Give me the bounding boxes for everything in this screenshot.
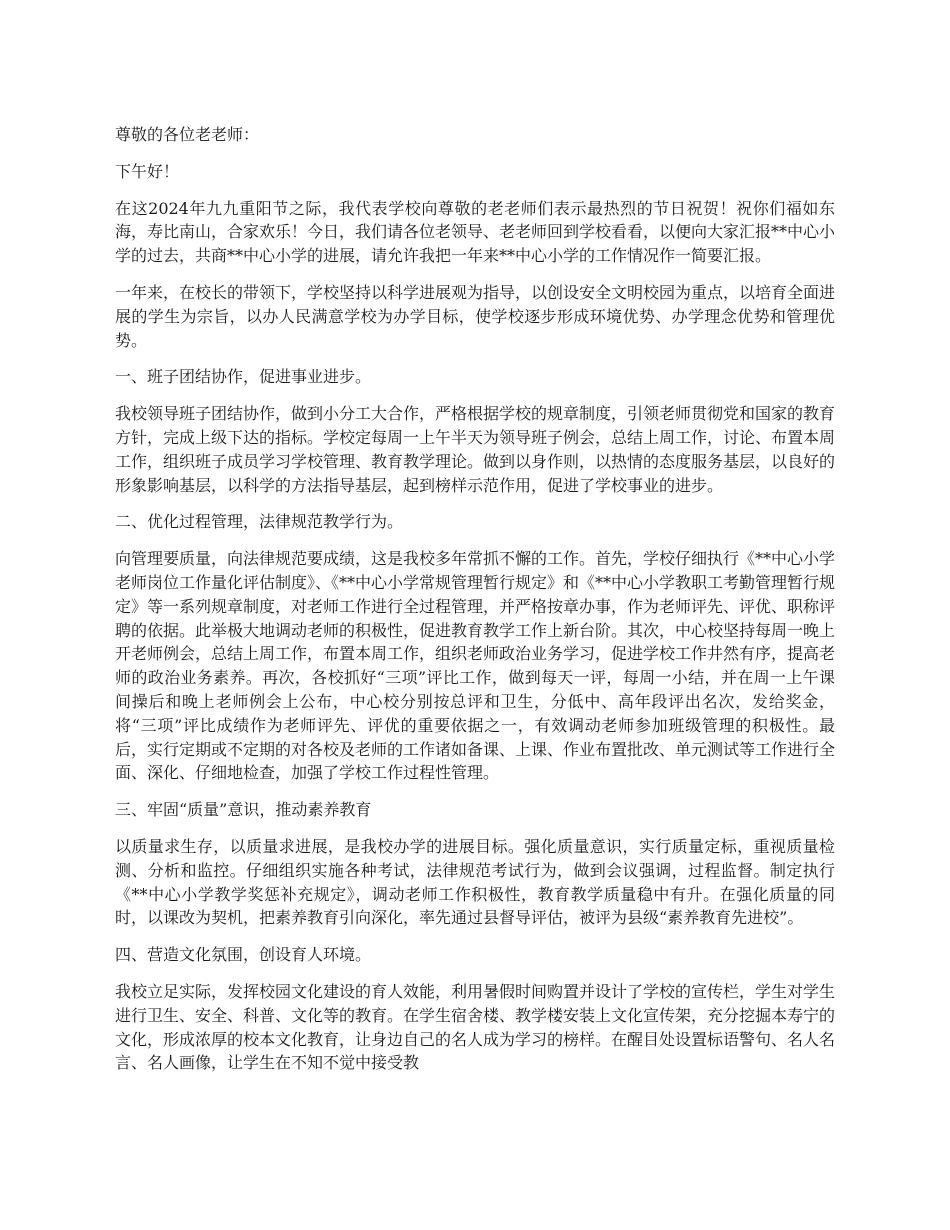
greeting: 下午好！: [115, 161, 180, 181]
section-heading-1: 一、班子团结协作，促进事业进步。: [115, 367, 372, 387]
paragraph-section-1: 我校领导班子团结协作，做到小分工大合作，严格根据学校的规章制度，引领老师贯彻党和国家的教育方针，完成上级下达的指标。学校定每周一上午半天为领导班子例会，总结上周工作，讨论、布置本周工作，组织班子成员学习学校管理、教育教学理论。做到以身作则，以热情的态度服务基层，以良好的形象影响基层，以科学的方法指导基层，起到榜样示范作用，促进了学校事业的进步。: [115, 404, 836, 495]
paragraph-overview: 一年来，在校长的带领下，学校坚持以科学进展观为指导，以创设安全文明校园为重点，以培育全面进展的学生为宗旨，以办人民满意学校为办学目标，使学校逐步形成环境优势、办学理念优势和管理优势。: [115, 282, 836, 350]
section-heading-2: 二、优化过程管理，法律规范教学行为。: [115, 512, 404, 532]
section-heading-3: 三、牢固“质量”意识，推动素养教育: [115, 800, 372, 820]
section-heading-4: 四、营造文化氛围，创设育人环境。: [115, 945, 372, 965]
document-page: [115, 123, 835, 1088]
salutation: 尊敬的各位老老师：: [115, 125, 260, 144]
paragraph-section-2: 向管理要质量，向法律规范要成绩，这是我校多年常抓不懈的工作。首先，学校仔细执行《**中心小学老师岗位工作量化评估制度》、《**中心小学常规管理暂行规定》和《**中心小学教职工考勤管理暂行规定》等一系列规章制度，对老师工作进行全过程管理，并严格按章办事，作为老师评先、评优、职称评聘的依据。此举极大地调动老师的积极性，促进教育教学工作上新台阶。其次，中心校坚持每周一晚上开老师例会，总结上周工作，布置本周工作，组织老师政治业务学习，促进学校工作井然有序，提高老师的政治业务素养。再次，各校抓好“三项”评比工作，做到每天一评，每周一小结，并在周一上午课间操后和晚上老师例会上公布，中心校分别按总评和卫生，分低中、高年段评出名次，发给奖金，将“三项”评比成绩作为老师评先、评优的重要依据之一，有效调动老师参加班级管理的积极性。最后，实行定期或不定期的对各校及老师的工作诸如备课、上课、作业布置批改、单元测试等工作进行全面、深化、仔细地检查，加强了学校工作过程性管理。: [115, 549, 836, 783]
paragraph-section-4: 我校立足实际，发挥校园文化建设的育人效能，利用暑假时间购置并设计了学校的宣传栏，学生对学生进行卫生、安全、科普、文化等的教育。在学生宿舍楼、教学楼安装上文化宣传架，充分挖掘本寿宁的文化，形成浓厚的校本文化教育，让身边自己的名人成为学习的榜样。在醒目处设置标语警句、名人名言、名人画像，让学生在不知不觉中接受教: [115, 981, 836, 1073]
paragraph-section-3: 以质量求生存，以质量求进展，是我校办学的进展目标。强化质量意识，实行质量定标，重视质量检测、分析和监控。仔细组织实施各种考试，法律规范考试行为，做到会议强调，过程监督。制定执行《**中心小学教学奖惩补充规定》，调动老师工作积极性，教育教学质量稳中有升。在强化质量的同时，以课改为契机，把素养教育引向深化，率先通过县督导评估，被评为县级“素养教育先进校”。: [115, 836, 835, 928]
paragraph-intro: 在这2024年九九重阳节之际，我代表学校向尊敬的老老师们表示最热烈的节日祝贺！祝你们福如东海，寿比南山，合家欢乐！今日，我们请各位老领导、老老师回到学校看看，以便向大家汇报**中心小学的过去，共商**中心小学的进展，请允许我把一年来**中心小学的工作情况作一简要汇报。: [115, 198, 836, 266]
